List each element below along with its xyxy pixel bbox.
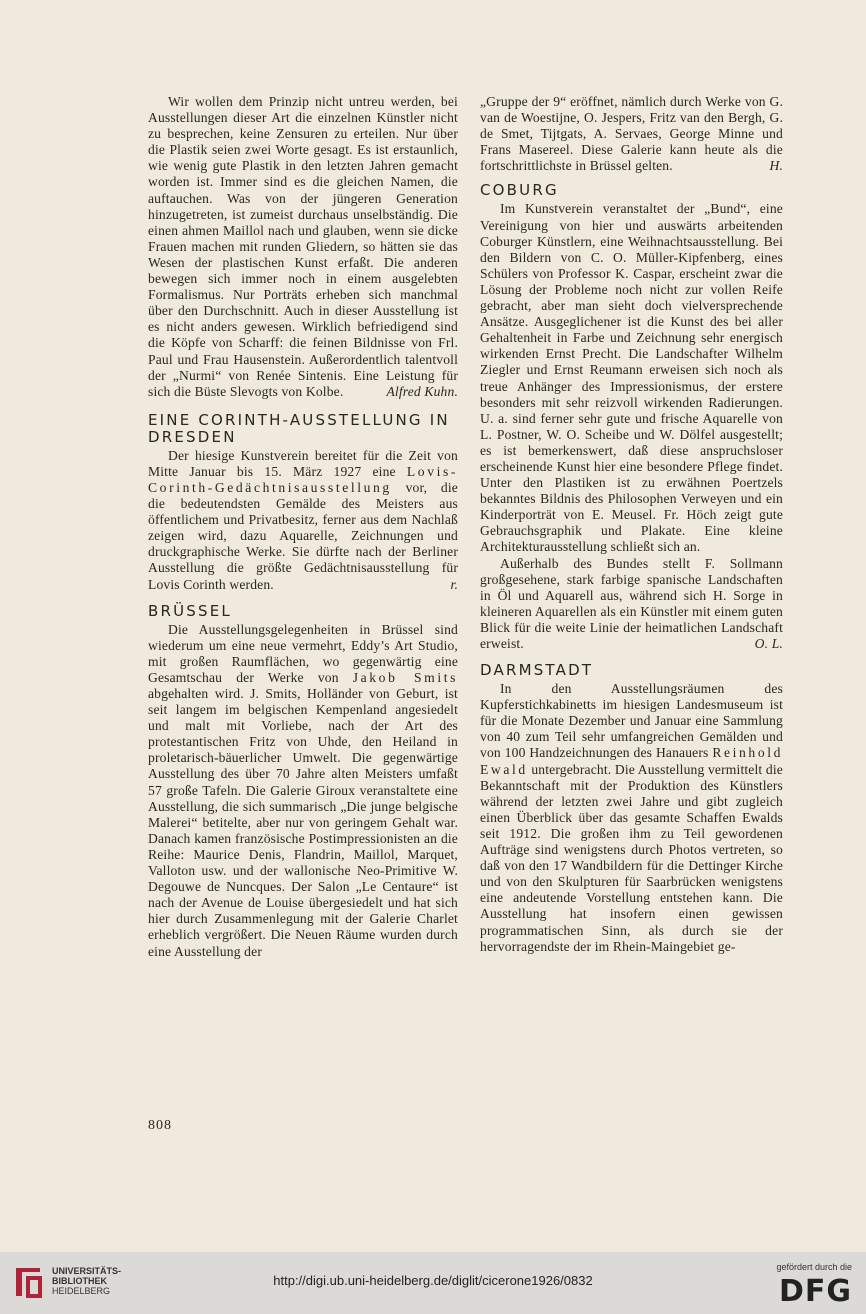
- paragraph: Der hiesige Kunstverein bereitet für die Zeit von Mitte Januar bis 15. März 1927 eine Lovis-Corinth-Gedächtnisausstellung vor, die die bedeutendsten Gemälde des Meisters aus öffentlichem und Privatbesitz, ferner aus dem Nachlaß zeigen wird, dazu Aquarelle, Zeichnungen und druckgraphische Werke. Sie dürfte nach der Berliner Ausstellung die größte Gedächtnisausstellung für Lovis Corinth werden. r.: [148, 447, 458, 592]
- university-library-name: UNIVERSITÄTS- BIBLIOTHEK HEIDELBERG: [52, 1266, 122, 1296]
- signature: Alfred Kuhn.: [386, 383, 458, 399]
- paragraph: Die Ausstellungsgelegenheiten in Brüssel sind wiederum um eine neue vermehrt, Eddy’s Art Studio, mit großen Raumflächen, wo gegenwärtig eine Gesamtschau der Werke von Jakob Smits abgehalten wird. J. Smits, Holländer von Geburt, ist seit langem im belgischen Kempenland angesiedelt und malt mit Vorliebe, nach der Art des protestantischen Fritz von Uhde, den Heiland in proletarisch-bäuerlicher Umwelt. Die gegenwärtige Ausstellung des über 70 Jahre alten Meisters umfaßt 57 große Tafeln. Die Galerie Giroux veranstaltete eine Ausstellung, die sich summarisch „Die junge belgische Malerei“ betitelte, aber nur von geringem Gehalt war. Danach kamen französische Postimpressionisten an die Reihe: Maurice Denis, Flandrin, Maillol, Marquet, Valloton usw. und der wallonische Neo-Primitive W. Degouwe de Nuncques. Der Salon „Le Centaure“ ist nach der Avenue de Louise übergesiedelt und hat sich hier durch Zusammenlegung mit der Galerie Charlet erheblich vergrößert. Die Neuen Räume wurden durch eine Ausstellung der: [148, 621, 458, 959]
- heading-darmstadt: DARMSTADT: [480, 661, 594, 680]
- paragraph: In den Ausstellungsräumen des Kupferstichkabinetts im hiesigen Landesmuseum ist für die Monate Dezember und Januar eine Sammlung von 40 zum Teil sehr umfangreichen Gemälden und von 100 Handzeichnungen des Hanauers Reinhold Ewald untergebracht. Die Ausstellung vermittelt die Bekanntschaft mit der Produktion des Künstlers während der letzten zwei Jahre und gibt zugleich einen Überblick über das gesamte Schaffen Ewalds seit 1912. Die großen ihm zu Teil gewordenen Aufträge sind wenigstens durch Photos vertreten, so daß von den 17 Wandbildern für die Dettinger Kirche und von den Skulpturen für Saarbrücken wenigstens eine andeutende Vorstellung entstehen kann. Die Ausstellung hat insofern einen gewissen programmatischen Sinn, als durch sie der hervorragendste der im Rhein-Maingebiet ge-: [480, 681, 783, 954]
- paragraph: „Gruppe der 9“ eröffnet, nämlich durch Werke von G. van de Woestijne, O. Jespers, Fritz van den Bergh, G. de Smet, Tijtgats, A. Servaes, George Minne und Frans Masereel. Diese Galerie kann heute als die fortschrittlichste in Brüssel gelten. H.: [480, 94, 783, 174]
- permalink[interactable]: http://digi.ub.uni-heidelberg.de/diglit/cicerone1926/0832: [273, 1273, 593, 1288]
- signature: r.: [450, 576, 458, 592]
- paragraph: Wir wollen dem Prinzip nicht untreu werden, bei Ausstellungen dieser Art die einzelnen Künstler nicht zu besprechen, keine Zensuren zu erteilen. Nur über die Plastik seien zwei Worte gesagt. Es ist erstaunlich, wie wenig gute Plastik in den letzten Jahren gemacht worden ist. Immer sind es die gleichen Namen, die auftauchen. Was von der jüngeren Generation hinzugetreten, ist zumeist durchaus unselbständig. Die einen ahmen Maillol nach und glauben, wenn sie dicke Frauen machen mit runden Gliedern, so hätten sie das Wesen der plastischen Kunst erfaßt. Die anderen bewegen sich immer noch in einem ausgelebten Formalismus. Nur Porträts erheben sich manchmal über den Durchschnitt. Auch in dieser Ausstellung ist es nicht anders gewesen. Wirklich befriedigend sind die Köpfe von Scharff: die feinen Bildnisse von Frl. Paul und Frau Hausenstein. Außerordentlich talentvoll der „Nurmi“ von Renée Sintenis. Eine Leistung für sich die Büste Slevogts von Kolbe. Alfred Kuhn.: [148, 94, 458, 399]
- heading-coburg: COBURG: [480, 181, 559, 200]
- paragraph: Im Kunstverein veranstaltet der „Bund“, eine Vereinigung von hier und auswärts arbeitenden Coburger Künstlern, eine Weihnachtsausstellung. Bei den Bildern von C. O. Müller-Kipfenberg, eines Schülers von Professor K. Caspar, erscheint zwar die Lösung der Probleme noch nicht zur vollen Reife gebracht, aber man sieht doch vielversprechende Ansätze. Ausgeglichener ist die Kunst des bei aller Gehaltenheit in Farbe und Zeichnung sehr energisch wirkenden Ernst Precht. Die Landschafter Wilhelm Ziegler und Ernst Reumann erweisen sich noch als treue Anhänger des Impressionismus, der erstere besonders mit sehr reizvoll wirkenden Radierungen. U. a. sind ferner sehr gute und frische Aquarelle von L. Postner, W. O. Scheibe und W. Dölfel ausgestellt; es ist bemerkenswert, daß diese anspruchsloser erscheinende Kunst hier eine besondere Pflege findet. Unter den Plastiken ist zu erwähnen Poertzels bekanntes Bildnis des Philosophen Verweyen und ein Kinderporträt von E. Meusel. Fr. Höch zeigt gute Gebrauchsgraphik und Plakate. Eine kleine Architekturausstellung schließt sich an.: [480, 201, 783, 555]
- heading-bruessel: BRÜSSEL: [148, 601, 232, 620]
- sponsor-text: gefördert durch die: [776, 1262, 852, 1272]
- heading-corinth: EINE CORINTH-AUSSTELLUNG IN DRESDEN: [148, 410, 450, 446]
- dfg-logo[interactable]: DFG: [778, 1274, 852, 1309]
- signature: O. L.: [754, 636, 783, 651]
- paragraph: Außerhalb des Bundes stellt F. Sollmann großgesehene, stark farbige spanische Landschaften in Öl und Aquarell aus, während sich H. Sorge in kleineren Aquarellen als ein Künstler mit einem guten Blick für die weite Linie der heimatlichen Landschaft erweist. O. L.: [480, 555, 783, 651]
- signature: H.: [769, 158, 783, 174]
- right-column: [480, 94, 783, 955]
- page-number: 808: [148, 1118, 172, 1133]
- left-column: [148, 94, 458, 960]
